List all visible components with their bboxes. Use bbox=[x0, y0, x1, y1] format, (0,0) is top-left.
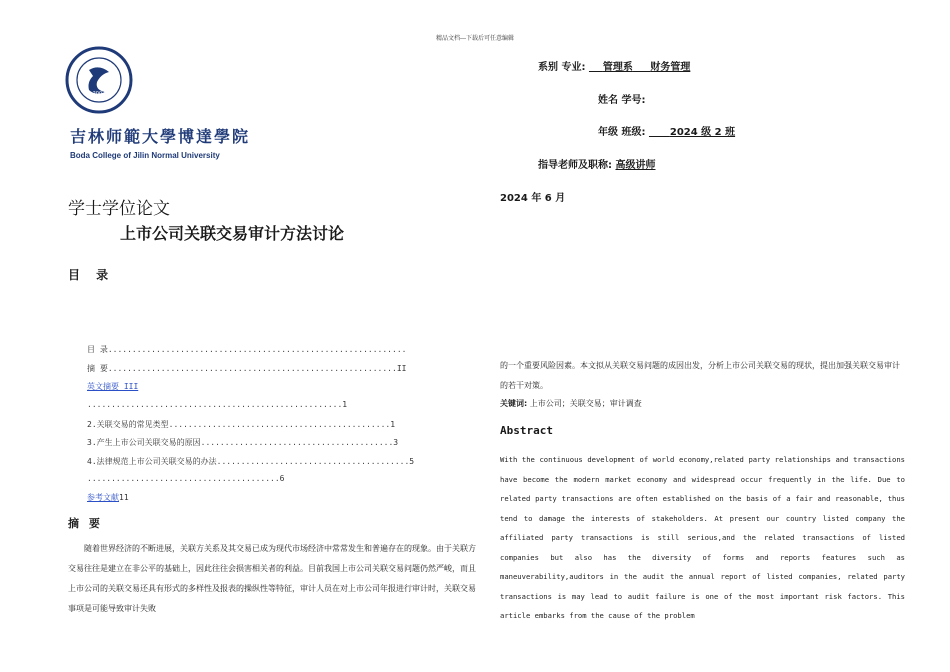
toc-link-english-abstract[interactable]: 英文摘要 III bbox=[87, 382, 139, 391]
toc-line: ........................................6 bbox=[87, 474, 285, 483]
svg-text:2002: 2002 bbox=[92, 91, 106, 97]
keywords: 关键词: 上市公司；关联交易；审计调查 bbox=[500, 399, 642, 408]
school-name-cn: 吉林师範大學博達學院 bbox=[70, 127, 251, 146]
abstract-en-text: With the continuous development of world economy,related party relationships and transactions have become the modern market economy and widespread occur frequently in the life. Due to related party transactions are often established on the basis of a fair and reasonable, thus tend to damage the interests of stakeholders. At present our country listed company the affiliated party transactions is still serious,and the related transactions of listed companies but also has the diversity of forms and reports features such as maneuverability,auditors in the audit the annual report of listed companies, related party transactions is may lead to audit failure is one of the most important risk factors. This article embarks from the cause of the problem bbox=[500, 455, 905, 620]
toc-line: .....................................................1 bbox=[87, 400, 348, 409]
toc-line: 2.关联交易的常见类型..............................................1 bbox=[87, 420, 396, 429]
thesis-title: 上市公司关联交易审计方法讨论 bbox=[120, 224, 345, 243]
toc-line: 3.产生上市公司关联交易的原因........................................3 bbox=[87, 438, 399, 447]
thesis-date: 2024 年 6 月 bbox=[500, 193, 566, 204]
name-id-row: 姓名 学号: bbox=[598, 95, 646, 106]
grade-class-row: 年级 班级: 2024 级 2 班 bbox=[598, 127, 736, 138]
header-note: 精品文档---下载后可任意编辑 bbox=[435, 35, 515, 42]
toc-heading: 目 录 bbox=[68, 268, 115, 282]
advisor-row: 指导老师及职称: 高级讲师 bbox=[538, 160, 656, 171]
abstract-cn-continued: 的一个重要风险因素。本文拟从关联交易问题的成因出发，分析上市公司关联交易的现状，提出加强关联交易审计的若干对策。 bbox=[500, 361, 900, 390]
toc-line: 摘 要............................................................II bbox=[87, 364, 407, 373]
abstract-cn-heading: 摘 要 bbox=[68, 517, 103, 530]
abstract-en-heading: Abstract bbox=[500, 424, 553, 437]
school-name-en: Boda College of Jilin Normal University bbox=[70, 151, 220, 160]
toc-line: 目 录.............................................................. bbox=[87, 345, 407, 354]
school-seal-logo bbox=[65, 46, 133, 114]
toc-link-references[interactable]: 参考文献11 bbox=[87, 493, 129, 502]
abstract-cn-text: 随着世界经济的不断进展，关联方关系及其交易已成为现代市场经济中常常发生和普遍存在的现象。由于关联方交易往往是建立在非公平的基础上，因此往往会损害相关者的利益。目前我国上市公司关联交易问题仍然严峻，而且上市公司的关联交易还具有形式的多样性及报表的操纵性等特征，审计人员在对上市公司年报进行审计时，关联交易事项是可能导致审计失败 bbox=[68, 544, 476, 613]
thesis-type: 学士学位论文 bbox=[68, 199, 170, 219]
toc-line: 4.法律规范上市公司关联交易的办法........................................5 bbox=[87, 457, 415, 466]
dept-major-row: 系别 专业: 管理系 财务管理 bbox=[538, 62, 691, 73]
